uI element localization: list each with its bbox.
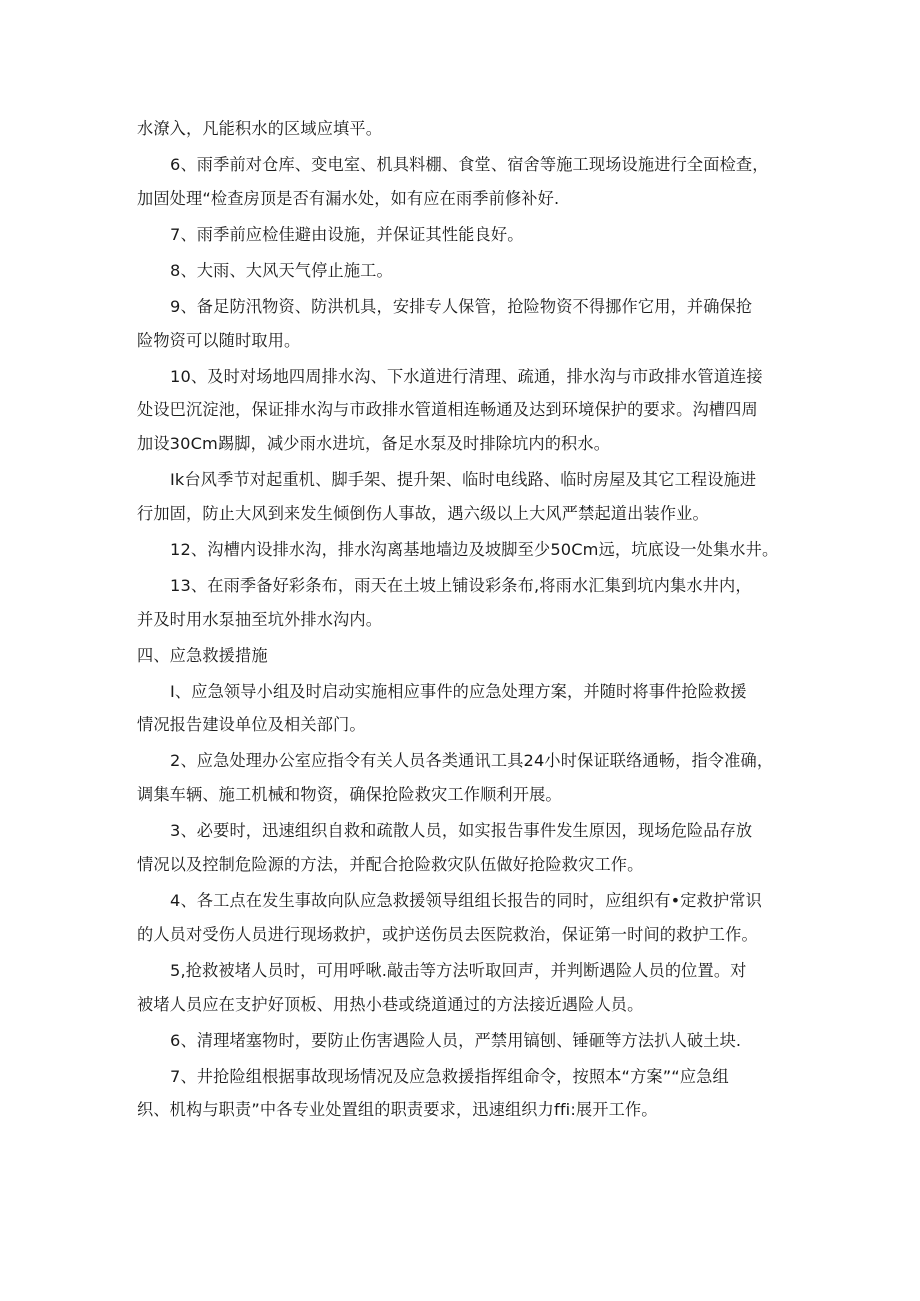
paragraph <box>137 463 797 531</box>
text-line: 险物资可以随时取用。 <box>137 330 301 350</box>
paragraph <box>137 954 797 1022</box>
text-line: 织、机构与职责”中各专业处置组的职责要求，迅速组织力ffi:展开工作。 <box>137 1100 658 1120</box>
text-line: 6、清理堵塞物时，要防止伤害遇险人员，严禁用镐刨、锤砸等方法扒人破土块. <box>170 1030 742 1050</box>
text-line: 3、必要时，迅速组织自救和疏散人员，如实报告事件发生原因，现场危险品存放 <box>170 821 753 841</box>
paragraph <box>137 360 797 461</box>
paragraph <box>137 884 797 952</box>
text-line: 12、沟槽内设排水沟，排水沟离基地墙边及坡脚至少50Cm远，坑底设一处集水井。 <box>170 539 779 559</box>
paragraph <box>137 1024 797 1058</box>
text-line: 行加固，防止大风到来发生倾倒伤人事故，遇六级以上大风严禁起道出装作业。 <box>137 503 709 523</box>
text-line: 6、雨季前对仓库、变电室、机具料棚、食堂、宿舍等施工现场设施进行全面检查， <box>170 154 769 174</box>
text-line: 调集车辆、施工机械和物资，确保抢险救灾工作顺利开展。 <box>137 785 562 805</box>
text-line: 情况报告建设单位及相关部门。 <box>137 715 366 735</box>
text-line: 9、备足防汛物资、防洪机具，安排专人保管，抢险物资不得挪作它用，并确保抢 <box>170 296 753 316</box>
paragraph <box>137 675 797 743</box>
document-body <box>137 112 797 1127</box>
text-line: 8、大雨、大风天气停止施工。 <box>170 260 393 280</box>
text-line: 的人员对受伤人员进行现场救护，或护送伤员去医院救治，保证第一时间的救护工作。 <box>137 924 758 944</box>
paragraph <box>137 744 797 812</box>
paragraph <box>137 112 797 146</box>
text-line: 处设巴沉淀池，保证排水沟与市政排水管道相连畅通及达到环境保护的要求。沟槽四周 <box>137 400 758 420</box>
text-line: 7、井抢险组根据事故现场情况及应急救援指挥组命令，按照本“方案”“应急组 <box>170 1066 729 1086</box>
paragraph <box>137 290 797 358</box>
paragraph <box>137 533 797 567</box>
paragraph <box>137 569 797 637</box>
paragraph <box>137 254 797 288</box>
paragraph <box>137 1060 797 1128</box>
text-line: 情况以及控制危险源的方法，并配合抢险救灾队伍做好抢险救灾工作。 <box>137 854 644 874</box>
text-line: 13、在雨季备好彩条布，雨天在土坡上铺设彩条布,将雨水汇集到坑内集水井内， <box>170 575 752 595</box>
paragraph <box>137 814 797 882</box>
text-line: 10、及时对场地四周排水沟、下水道进行清理、疏通，排水沟与市政排水管道连接 <box>170 366 763 386</box>
text-line: 水潦入，凡能积水的区域应填平。 <box>137 119 383 138</box>
section-heading <box>137 639 797 673</box>
paragraph <box>137 148 797 216</box>
text-line: 4、各工点在发生事故向队应急救援领导组组长报告的同时，应组织有•定救护常识 <box>170 890 762 910</box>
text-line: 5,抢救被堵人员时，可用呼啾.敲击等方法听取回声，并判断遇险人员的位置。对 <box>170 960 747 980</box>
text-line: 并及时用水泵抽至坑外排水沟内。 <box>137 609 383 629</box>
text-line: 2、应急处理办公室应指令有关人员各类通讯工具24小时保证联络通畅，指令准确， <box>170 751 774 771</box>
text-line: 7、雨季前应检佳避由设施，并保证其性能良好。 <box>170 224 524 244</box>
text-line: 加固处理“检查房顶是否有漏水处，如有应在雨季前修补好. <box>137 188 560 208</box>
text-line: 加设30Cm踢脚，减少雨水进坑，备足水泵及时排除坑内的积水。 <box>137 434 611 454</box>
text-line: I、应急领导小组及时启动实施相应事件的应急处理方案，并随时将事件抢险救援 <box>170 681 747 701</box>
text-line: 被堵人员应在支护好顶板、用热小巷或绕道通过的方法接近遇险人员。 <box>137 994 644 1014</box>
text-line: 四、应急救援措施 <box>137 645 268 665</box>
paragraph <box>137 218 797 252</box>
text-line: Ik台风季节对起重机、脚手架、提升架、临时电线路、临时房屋及其它工程设施进 <box>170 470 757 490</box>
